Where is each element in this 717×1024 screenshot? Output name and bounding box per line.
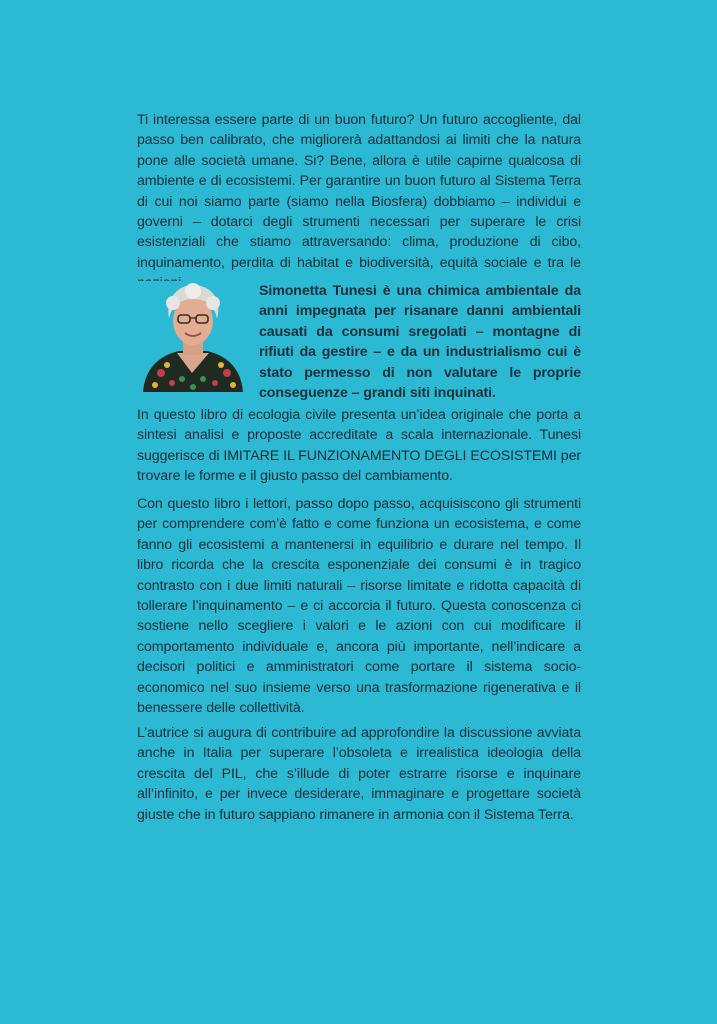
intro-paragraph-block	[137, 110, 581, 294]
author-portrait	[137, 281, 248, 392]
closing-paragraph-block	[137, 723, 581, 825]
reader-paragraph-block	[137, 494, 581, 718]
intro-paragraph: Ti interessa essere parte di un buon futuro? Un futuro accogliente, dal passo ben calibrato, che migliorerà adattandosi ai limiti che la natura pone alle società umane. Si? Bene, allora è utile capirne qualcosa di ambiente e di ecosistemi. Per garantire un buon futuro al Sistema Terra di cui noi siamo parte (siamo nella Biosfera) dobbiamo – individui e governi – dotarci degli strumenti necessari per superare le crisi esistenziali che stiamo attraversando: clima, produzione di cibo, inquinamento, perdita di habitat e biodiversità, equità sociale e tra le	[137, 112, 581, 271]
author-bio: Simonetta Tunesi è una chimica ambientale da anni impegnata per risanare danni ambientali causati da consumi sregolati – montagne di rifiuti da gestire – e da un industrialismo cui è stato permesso di non valutare le proprie conseguenze – grandi siti inquinati.	[259, 283, 581, 402]
book-summary-paragraph: In questo libro di ecologia civile presenta un’idea originale che porta a sintesi analisi e proposte accreditate a scala internazionale. Tunesi suggerisce di IMITARE IL FUNZIONAMENTO DEGLI ECOSISTEMI per trovare le forme e il giusto passo del cambiamento.	[137, 407, 581, 485]
author-bio-section	[137, 281, 581, 402]
reader-benefit-paragraph: Con questo libro i lettori, passo dopo passo, acquisiscono gli strumenti per comprendere com’è fatto e come funziona un ecosistema, e come fanno gli ecosistemi a mantenersi in equilibrio e durare nel tempo. Il libro ricorda che la crescita esponenziale dei consumi è in tragico contrasto con i due limiti naturali – risorse limitate e ridotta capacità di tollerare l’inquinamento – e ci accorcia il futuro. Questa conoscenza ci sostiene nello scegliere i valori e le azioni con cui modificare il comportamento individuale e, ancora più importante, nell’indicare a decisori politici e amministratori come portare il sistema socio-economico nel suo insieme verso una trasformazione rigenerativa e il benessere delle collettività.	[137, 496, 581, 717]
author-photo-image	[137, 281, 248, 392]
summary-paragraph-block	[137, 405, 581, 487]
closing-paragraph: L’autrice si augura di contribuire ad approfondire la discussione avviata anche in Italia per superare l’obsoleta e irrealistica ideologia della crescita del PIL, che s’illude di poter estrarre risorse e inquinare all’infinito, e per invece desiderare, immaginare e progettare società giuste che in futuro sappiano rimanere in armonia con il Sistema Terra.	[137, 725, 581, 823]
